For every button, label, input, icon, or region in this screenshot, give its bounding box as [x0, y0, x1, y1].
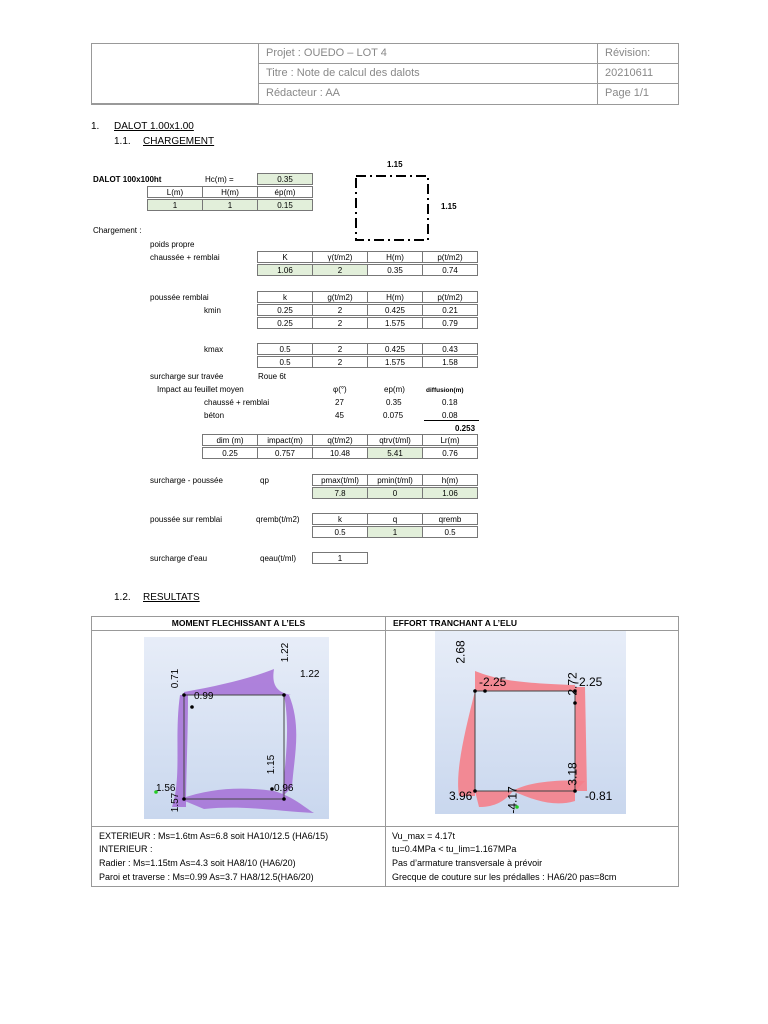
charg-value-h: 0.35	[367, 264, 423, 276]
dim-value-H: 1	[202, 199, 258, 211]
shear-label: 2.68	[453, 640, 468, 664]
section-12-number: 1.2.	[114, 592, 131, 603]
sp-header: pmax(t/ml)	[312, 474, 368, 486]
chaussee-remblai-label: chaussée + remblai	[150, 253, 220, 262]
results-body-line	[92, 826, 678, 827]
poussee-cell: 0.425	[367, 343, 423, 355]
shear-title: EFFORT TRANCHANT A L’ELU	[393, 618, 518, 628]
results-divider	[385, 617, 386, 886]
charg-header-h: H(m)	[367, 251, 423, 263]
shear-label: -2.25	[479, 675, 507, 689]
qeau-label: qeau(t/ml)	[260, 554, 297, 563]
poussee-cell: 2	[312, 317, 368, 329]
shear-label: 3.18	[565, 762, 580, 786]
dim-header-L: L(m)	[147, 186, 203, 198]
poussee-header-k: k	[257, 291, 313, 303]
logo-cell	[92, 44, 259, 104]
result-right-line: tu=0.4MPa < tu_lim=1.167MPa	[392, 844, 517, 854]
moment-label: 1.56	[156, 783, 176, 794]
header-revision-value: 20210611	[598, 64, 678, 84]
sp-value: 1.06	[422, 487, 478, 499]
result-left-line: INTERIEUR :	[99, 844, 153, 854]
pr-value: 0.5	[422, 526, 478, 538]
poussee-cell: 0.5	[257, 343, 313, 355]
section-11-number: 1.1.	[114, 136, 131, 147]
pr-header: k	[312, 513, 368, 525]
result-left-line: Radier : Ms=1.15tm As=4.3 soit HA8/10 (HA6/20)	[99, 858, 296, 868]
surch-value: 10.48	[312, 447, 368, 459]
qremb-label: qremb(t/m2)	[256, 515, 300, 524]
result-right-line: Vu_max = 4.17t	[392, 831, 455, 841]
section-12-title: RESULTATS	[143, 592, 200, 603]
surcharge-travee-label: surcharge sur travée	[150, 372, 224, 381]
sp-header: h(m)	[422, 474, 478, 486]
pr-value: 0.5	[312, 526, 368, 538]
kmin-label: kmin	[204, 306, 221, 315]
surch-value: 0.757	[257, 447, 313, 459]
sum-line	[424, 420, 479, 421]
pr-header: qremb	[422, 513, 478, 525]
hc-label: Hc(m) =	[205, 175, 234, 184]
chaussee-label: chaussé + remblai	[204, 398, 270, 407]
dalot-name: DALOT 100x100ht	[93, 175, 162, 184]
header-revision-label: Révision:	[598, 44, 678, 64]
poussee-header-g: g(t/m2)	[312, 291, 368, 303]
charg-header-gamma: γ(t/m2)	[312, 251, 368, 263]
poussee-cell: 0.43	[422, 343, 478, 355]
beton-phi: 45	[335, 411, 344, 420]
surcharge-poussee-label: surcharge - poussée	[150, 476, 223, 485]
chaussee-diff: 0.18	[442, 398, 458, 407]
kmax-label: kmax	[204, 345, 224, 354]
poussee-cell: 2	[312, 356, 368, 368]
beton-label: béton	[204, 411, 225, 420]
moment-label: 1.22	[280, 642, 292, 663]
shear-diagram	[435, 631, 626, 814]
result-left-line: EXTERIEUR : Ms=1.6tm As=6.8 soit HA10/12.5 (HA6/15)	[99, 831, 329, 841]
results-table	[91, 616, 679, 887]
shear-label: 2.72	[565, 672, 580, 696]
surch-header: qtrv(t/ml)	[367, 434, 423, 446]
poussee-cell: 0.25	[257, 317, 313, 329]
poussee-cell: 0.79	[422, 317, 478, 329]
dalot-sketch	[352, 172, 432, 244]
poussee-header-h: H(m)	[367, 291, 423, 303]
dim-header-ep: ép(m)	[257, 186, 313, 198]
poussee-cell: 2	[312, 343, 368, 355]
diffusion-header: diffusion(m)	[426, 387, 464, 394]
section-1-number: 1.	[91, 121, 100, 132]
header-projet: Projet : OUEDO – LOT 4	[259, 44, 598, 64]
poussee-cell: 0.25	[257, 304, 313, 316]
poussee-cell: 0.425	[367, 304, 423, 316]
ep-header: ep(m)	[384, 385, 405, 394]
shear-label: 3.96	[449, 789, 473, 803]
dim-value-ep: 0.15	[257, 199, 313, 211]
diffusion-total: 0.253	[455, 424, 476, 433]
header-titre: Titre : Note de calcul des dalots	[259, 64, 598, 84]
hc-value: 0.35	[257, 173, 313, 185]
beton-diff: 0.08	[442, 411, 458, 420]
poussee-cell: 1.575	[367, 356, 423, 368]
sp-header: pmin(t/ml)	[367, 474, 423, 486]
impact-label: Impact au feuillet moyen	[157, 385, 244, 394]
poussee-cell: 1.575	[367, 317, 423, 329]
charg-header-k: K	[257, 251, 313, 263]
moment-label: 0.71	[170, 668, 182, 689]
qeau-value: 1	[312, 552, 368, 564]
pr-header: q	[367, 513, 423, 525]
chargement-label: Chargement :	[93, 226, 142, 235]
section-1-title: DALOT 1.00x1.00	[114, 121, 194, 132]
moment-label: 1.15	[266, 754, 278, 775]
dim-header-H: H(m)	[202, 186, 258, 198]
moment-label: 1.57	[170, 792, 182, 813]
header-redacteur: Rédacteur : AA	[259, 84, 598, 104]
poussee-header-p: p(t/m2)	[422, 291, 478, 303]
charg-header-p: p(t/m2)	[422, 251, 478, 263]
section-11-title: CHARGEMENT	[143, 136, 215, 147]
sp-value: 7.8	[312, 487, 368, 499]
poussee-cell: 2	[312, 304, 368, 316]
beton-ep: 0.075	[383, 411, 404, 420]
charg-value-p: 0.74	[422, 264, 478, 276]
surch-value: 0.76	[422, 447, 478, 459]
roue-label: Roue 6t	[258, 372, 287, 381]
moment-label: 1.22	[300, 669, 320, 680]
surch-header: q(t/m2)	[312, 434, 368, 446]
moment-title: MOMENT FLECHISSANT A L’ELS	[171, 618, 306, 628]
dim-value-L: 1	[147, 199, 203, 211]
surch-value-qtrv: 5.41	[367, 447, 423, 459]
surcharge-eau-label: surcharge d'eau	[150, 554, 208, 563]
sketch-right-dim: 1.15	[441, 202, 457, 211]
pr-value: 1	[367, 526, 423, 538]
moment-diagram	[144, 637, 329, 819]
result-right-line: Grecque de couture sur les prédalles : HA6/20 pas=8cm	[392, 872, 617, 882]
result-left-line: Paroi et traverse : Ms=0.99 As=3.7 HA8/12.5(HA6/20)	[99, 872, 314, 882]
moment-label: 0.96	[274, 783, 294, 794]
sp-value: 0	[367, 487, 423, 499]
poussee-cell: 1.58	[422, 356, 478, 368]
sketch-top-dim: 1.15	[387, 160, 403, 169]
result-right-line: Pas d’armature transversale à prévoir	[392, 858, 543, 868]
poussee-remblai-label: poussée remblai	[150, 293, 209, 302]
poussee-cell: 0.5	[257, 356, 313, 368]
surch-value: 0.25	[202, 447, 258, 459]
surch-header: impact(m)	[257, 434, 313, 446]
phi-header: φ(°)	[333, 385, 347, 394]
shear-label: -4.17	[505, 786, 520, 814]
poussee-cell: 0.21	[422, 304, 478, 316]
charg-value-gamma: 2	[312, 264, 368, 276]
charg-value-k: 1.06	[257, 264, 313, 276]
chaussee-ep: 0.35	[386, 398, 402, 407]
poids-propre-label: poids propre	[150, 240, 195, 249]
qp-label: qp	[260, 476, 269, 485]
header-table	[91, 43, 679, 105]
shear-label: -0.81	[585, 789, 613, 803]
surch-header: Lr(m)	[422, 434, 478, 446]
poussee-sur-remblai-label: poussée sur remblai	[150, 515, 223, 524]
surch-header: dim (m)	[202, 434, 258, 446]
moment-label: 0.99	[194, 691, 214, 702]
shear-label: -2.25	[575, 675, 603, 689]
header-page: Page 1/1	[605, 87, 650, 99]
chaussee-phi: 27	[335, 398, 344, 407]
